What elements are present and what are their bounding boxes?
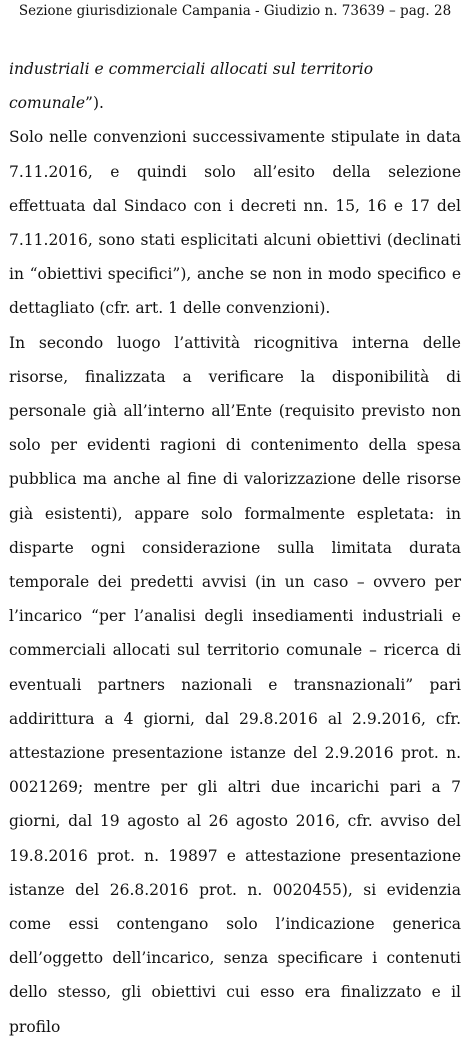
paragraph-continuation bbox=[9, 52, 461, 120]
paragraph-conventions: Solo nelle convenzioni successivamente stipulate in data 7.11.2016, e quindi solo all’esito della selezione effettuata dal Sindaco con i decreti nn. 15, 16 e 17 del 7.11.2016, sono stati esplicitati alcuni obiettivi (declinati in “obiettivi specifici”), anche se non in modo specifico e dettagliato (cfr. art. 1 delle convenzioni). bbox=[9, 128, 461, 318]
quoted-italic-text: industriali e commerciali allocati sul territorio comunale bbox=[9, 60, 374, 113]
body-text bbox=[9, 52, 461, 1044]
quote-close: ”). bbox=[85, 94, 104, 113]
running-header: Sezione giurisdizionale Campania - Giudizio n. 73639 – pag. 28 bbox=[18, 3, 452, 19]
paragraph-recognition: In secondo luogo l’attività ricognitiva interna delle risorse, finalizzata a verificare la disponibilità di personale già all’interno all’Ente (requisito previsto non solo per evidenti ragioni di contenimento della spesa pubblica ma anche al fine di valorizzazione delle risorse già esistenti), appare solo formalmente espletata: in disparte ogni considerazione sulla limitata durata temporale dei predetti avvisi (in un caso – ovvero per l’incarico “per l’analisi degli insediamenti industriali e commerciali allocati sul territorio comunale – ricerca di eventuali partners nazionali e transnazionali” pari addirittura a 4 giorni, dal 29.8.2016 al 2.9.2016, cfr. attestazione presentazione istanze del 2.9.2016 prot. n. 0021269; mentre per gli altri due incarichi pari a 7 giorni, dal 19 agosto al 26 agosto 2016, cfr. avviso del 19.8.2016 prot. n. 19897 e attestazione presentazione istanze del 26.8.2016 prot. n. 0020455), si evidenzia come essi contengano solo l’indicazione generica dell’oggetto dell’incarico, senza specificare i contenuti dello stesso, gli obiettivi cui esso era finalizzato e il profilo bbox=[9, 333, 461, 1036]
